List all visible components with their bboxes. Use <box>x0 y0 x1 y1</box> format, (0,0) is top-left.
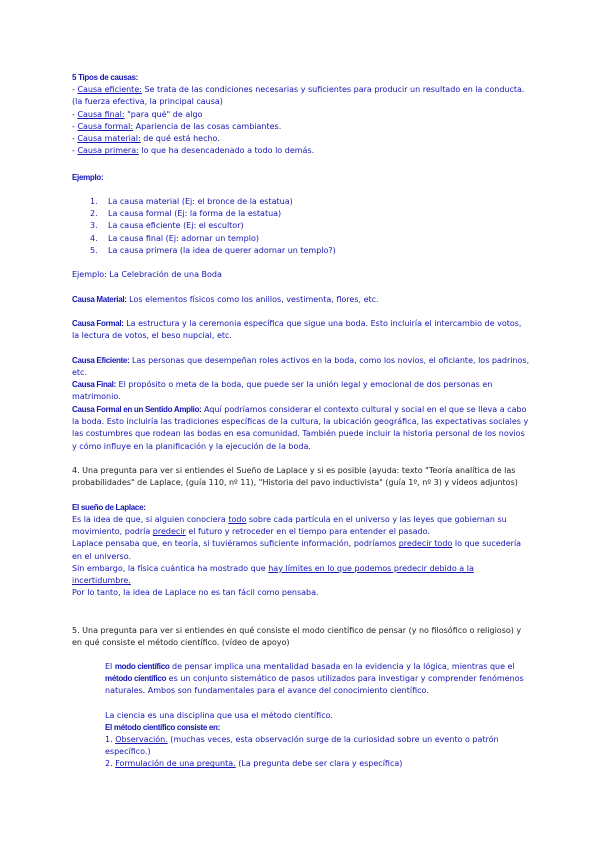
laplace-p4: Por lo tanto, la idea de Laplace no es tan fácil como pensaba. <box>72 588 319 598</box>
list-item: 3. La causa eficiente (Ej: el escultor) <box>90 221 244 231</box>
tipo-item: - Causa formal: Apariencia de las cosas cambiantes. <box>72 121 282 131</box>
ejemplo-list <box>72 196 530 257</box>
metodo-heading: El método científico consiste en: <box>105 722 221 732</box>
list-item: 2. La causa formal (Ej: la forma de la estatua) <box>90 209 282 219</box>
ejemplo-heading: Ejemplo: <box>72 173 104 182</box>
boda-formal-amplio: Causa Formal en un Sentido Amplio: Aquí podríamos considerar el contexto cultural y social en el que se lleva a cabo la boda. Esto incluiría las tradiciones específicas de la cultura, la ubicación geográfica, las expectativas sociales y las costumbres que rodean las bodas en esa comunidad. También puede incluir la historia personal de los novios y cómo influye en la planificación y la ejecución de la boda. <box>72 405 529 451</box>
list-item: 4. La causa final (Ej: adornar un templo) <box>90 233 259 243</box>
metodo-step-1: 1. Observación. (muchas veces, esta observación surge de la curiosidad sobre un evento o patrón específico.) <box>105 735 499 757</box>
tipo-item: - Causa eficiente: Se trata de las condiciones necesarias y suficientes para producir un resultado en la conducta. (la fuerza efectiva, la principal causa) <box>72 85 525 107</box>
tipos-section <box>72 72 530 157</box>
laplace-p1: Es la idea de que, si alguien conociera todo sobre cada partícula en el universo y las leyes que gobiernan su movimiento, podría predecir el futuro y retroceder en el tiempo para entender el pasado. <box>72 515 507 537</box>
tipos-heading: 5 Tipos de causas: <box>72 73 139 82</box>
tipo-item: - Causa material: de qué está hecho. <box>72 134 220 144</box>
tipo-item: - Causa final: "para qué" de algo <box>72 109 203 119</box>
boda-eficiente: Causa Eficiente: Las personas que desempeñan roles activos en la boda, como los novios, el oficiante, los padrinos, etc. <box>72 356 530 378</box>
q5-p1: El modo científico de pensar implica una mentalidad basada en la evidencia y la lógica, mientras que el método científico es un conjunto sistemático de pasos utilizados para investigar y comprender fenómenos naturales. Ambos son fundamentales para el avance del conocimiento científico. <box>105 662 524 696</box>
tipo-item: - Causa primera: lo que ha desencadenado a todo lo demás. <box>72 146 315 156</box>
boda-title: Ejemplo: La Celebración de una Boda <box>72 270 222 279</box>
list-item: 1. La causa material (Ej: el bronce de la estatua) <box>90 197 293 206</box>
boda-formal: Causa Formal: La estructura y la ceremonia específica que sigue una boda. Esto incluiría el intercambio de votos, la lectura de votos, el beso nupcial, etc. <box>72 319 522 341</box>
question-4: 4. Una pregunta para ver si entiendes el Sueño de Laplace y si es posible (ayuda: texto "Teoría analítica de las probabilidades" de Laplace, (guía 110, nº 11), "Historia del pavo inductivista" (guía 1º, nº 3) y vídeos adjuntos) <box>72 466 518 488</box>
question-5: 5. Una pregunta para ver si entiendes en qué consiste el modo científico de pensar (y no filosófico o religioso) y en qué consiste el método científico. (vídeo de apoyo) <box>72 626 522 648</box>
q5-p2: La ciencia es una disciplina que usa el método científico. <box>105 710 333 720</box>
list-item: 5. La causa primera (la idea de querer adornar un templo?) <box>90 245 336 255</box>
laplace-heading: El sueño de Laplace: <box>72 503 146 512</box>
laplace-body <box>72 514 530 599</box>
boda-final: Causa Final: El propósito o meta de la boda, que puede ser la unión legal y emocional de dos personas en matrimonio. <box>72 380 493 402</box>
laplace-p2: Laplace pensaba que, en teoría, si tuviéramos suficiente información, podríamos predecir todo lo que sucedería en el universo. <box>72 539 522 561</box>
q5-body <box>105 661 530 771</box>
boda-material: Causa Material: Los elementos físicos como los anillos, vestimenta, flores, etc. <box>72 295 379 304</box>
laplace-p3: Sin embargo, la física cuántica ha mostrado que hay límites en lo que podemos predecir debido a la incertidumbre. <box>72 563 474 586</box>
metodo-step-2: 2. Formulación de una pregunta. (La pregunta debe ser clara y específica) <box>105 759 403 769</box>
